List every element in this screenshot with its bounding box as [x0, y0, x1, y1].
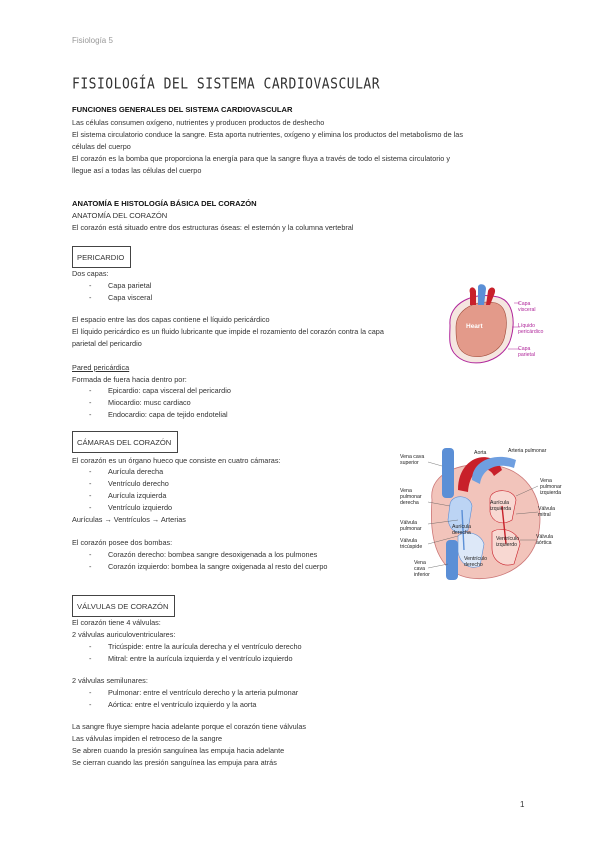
page-number: 1: [520, 800, 525, 809]
label-line: Aurícula: [452, 524, 472, 530]
text-line: El sistema circulatorio conduce la sangre. Esta aporta nutrientes, oxígeno y elimina los productos del metabolismo de las: [72, 130, 463, 139]
list-item: - Mitral: entre la aurícula izquierda y el ventrículo izquierdo: [108, 653, 293, 665]
pared-intro: Formada de fuera hacia dentro por:: [72, 375, 187, 384]
label-valvula-pulmonar: [400, 520, 422, 532]
label-auricula-izquierda: [490, 500, 511, 512]
bombas-intro: El corazón posee dos bombas:: [72, 538, 173, 547]
label-line: izquierdo: [496, 542, 518, 548]
label-line: pulmonar: [400, 526, 422, 532]
label-line: Válvula: [400, 520, 418, 526]
label-line: visceral: [518, 307, 536, 313]
label-ventriculo-derecho: [464, 556, 487, 568]
subheading-anatomia: ANATOMÍA DEL CORAZÓN: [72, 211, 168, 220]
label-valvula-aortica: [536, 534, 553, 546]
list-item: - Pulmonar: entre el ventrículo derecho y la arteria pulmonar: [108, 687, 298, 699]
label-line: pericárdico: [518, 329, 544, 335]
section-heading-anatomia: ANATOMÍA E HISTOLOGÍA BÁSICA DEL CORAZÓN: [72, 199, 257, 208]
pericardio-intro: Dos capas:: [72, 269, 109, 278]
list-item: - Capa parietal: [108, 280, 151, 292]
funciones-paragraph: [72, 117, 463, 177]
text-line: Las células consumen oxígeno, nutrientes y producen productos de deshecho: [72, 118, 325, 127]
label-line: inferior: [414, 572, 430, 578]
label-ventriculo-izquierdo: [496, 536, 519, 548]
label-line: tricúspide: [400, 544, 423, 550]
list-item: - Aurícula derecha: [108, 466, 163, 478]
pericardio-box: PERICARDIO: [72, 246, 131, 268]
list-item: - Epicardio: capa visceral del pericardio: [108, 385, 231, 397]
label-line: Vena: [540, 478, 552, 484]
label-line: Líquido: [518, 323, 536, 329]
pericardio-text: parietal del pericardio: [72, 339, 142, 348]
list-item: - Endocardio: capa de tejido endotelial: [108, 409, 228, 421]
pared-title: Pared pericárdica: [72, 363, 130, 372]
label-line: Capa: [518, 301, 531, 307]
label-vena-cava-superior: [400, 454, 424, 466]
label-line: superior: [400, 460, 419, 466]
capa-parietal-label: [518, 346, 535, 358]
pericardio-text: El espacio entre las dos capas contiene el líquido pericárdico: [72, 315, 270, 324]
list-item: - Capa visceral: [108, 292, 152, 304]
label-valvula-mitral: [538, 506, 555, 518]
anatomia-text: El corazón está situado entre dos estructuras óseas: el esternón y la columna vertebral: [72, 223, 354, 232]
list-item: - Aórtica: entre el ventrículo izquierdo y la aorta: [108, 699, 256, 711]
label-vena-pulmonar-derecha: [400, 488, 422, 506]
capa-visceral-label: [518, 301, 536, 313]
label-aorta: Aorta: [474, 450, 487, 456]
label-line: Válvula: [400, 538, 418, 544]
label-arteria-pulmonar: Arteria pulmonar: [508, 448, 547, 454]
list-item: - Miocardio: musc cardiaco: [108, 397, 191, 409]
label-auricula-derecha: [452, 524, 471, 536]
label-line: Válvula: [538, 506, 556, 512]
liquido-label: [518, 323, 543, 335]
heart-chambers-figure: [398, 440, 562, 586]
text-line: El corazón es la bomba que proporciona la energía para que la sangre fluya a través de todo el sistema circulatorio y: [72, 154, 451, 163]
label-line: parietal: [518, 352, 536, 358]
label-line: aórtica: [536, 540, 552, 546]
list-item: - Corazón izquierdo: bombea la sangre oxigenada al resto del cuerpo: [108, 561, 327, 573]
list-item: - Tricúspide: entre la aurícula derecha y el ventrículo derecho: [108, 641, 302, 653]
list-item: - Aurícula izquierda: [108, 490, 166, 502]
text-line: llegue así a todas las células del cuerpo: [72, 166, 202, 175]
valvulas-line: 2 válvulas auriculoventriculares:: [72, 630, 176, 639]
label-vena-cava-inferior: [414, 560, 430, 578]
valvulas-line: 2 válvulas semilunares:: [72, 676, 148, 685]
label-line: pulmonar: [400, 494, 422, 500]
label-line: derecho: [464, 562, 483, 568]
text-line: células del cuerpo: [72, 142, 131, 151]
label-line: mitral: [538, 512, 551, 518]
valvulas-line: El corazón tiene 4 válvulas:: [72, 618, 161, 627]
label-line: Vena: [414, 560, 426, 566]
camaras-flow: Aurículas → Ventrículos → Arterias: [72, 515, 186, 524]
list-item: - Ventrículo izquierdo: [108, 502, 172, 514]
running-header: Fisiología 5: [72, 36, 113, 45]
section-heading-funciones: FUNCIONES GENERALES DEL SISTEMA CARDIOVASCULAR: [72, 105, 293, 114]
label-line: derecha: [452, 530, 471, 536]
camaras-intro: El corazón es un órgano hueco que consiste en cuatro cámaras:: [72, 456, 281, 465]
list-item: - Ventrículo derecho: [108, 478, 169, 490]
heart-label: Heart: [466, 323, 483, 330]
valvulas-box: VÁLVULAS DE CORAZÓN: [72, 595, 175, 617]
label-line: Aurícula: [490, 500, 510, 506]
text-line: Las válvulas impiden el retroceso de la sangre: [72, 734, 223, 743]
label-line: pulmonar: [540, 484, 562, 490]
label-line: Ventrículo: [496, 536, 520, 542]
label-line: cava: [414, 566, 425, 572]
label-line: Vena: [400, 488, 412, 494]
valvulas-closing-paragraph: [72, 721, 306, 769]
pericardium-figure: [444, 283, 544, 373]
label-line: derecha: [400, 500, 419, 506]
camaras-box: CÁMARAS DEL CORAZÓN: [72, 431, 178, 453]
label-line: izquierda: [540, 490, 562, 496]
label-line: izquierda: [490, 506, 512, 512]
text-line: La sangre fluye siempre hacia adelante porque el corazón tiene válvulas: [72, 722, 307, 731]
label-line: Ventrículo: [464, 556, 488, 562]
label-vena-pulmonar-izquierda: [540, 478, 562, 496]
pericardio-text: El líquido pericárdico es un fluido lubricante que impide el rozamiento del corazón contra la capa: [72, 327, 384, 336]
label-line: Capa: [518, 346, 531, 352]
label-line: Vena cava: [400, 454, 425, 460]
page-title: FISIOLOGÍA DEL SISTEMA CARDIOVASCULAR: [72, 76, 381, 94]
label-line: Válvula: [536, 534, 554, 540]
label-valvula-tricuspide: [400, 538, 422, 550]
text-line: Se cierran cuando las presión sanguínea las empuja para atrás: [72, 758, 277, 767]
list-item: - Corazón derecho: bombea sangre desoxigenada a los pulmones: [108, 549, 317, 561]
text-line: Se abren cuando la presión sanguínea las empuja hacia adelante: [72, 746, 285, 755]
